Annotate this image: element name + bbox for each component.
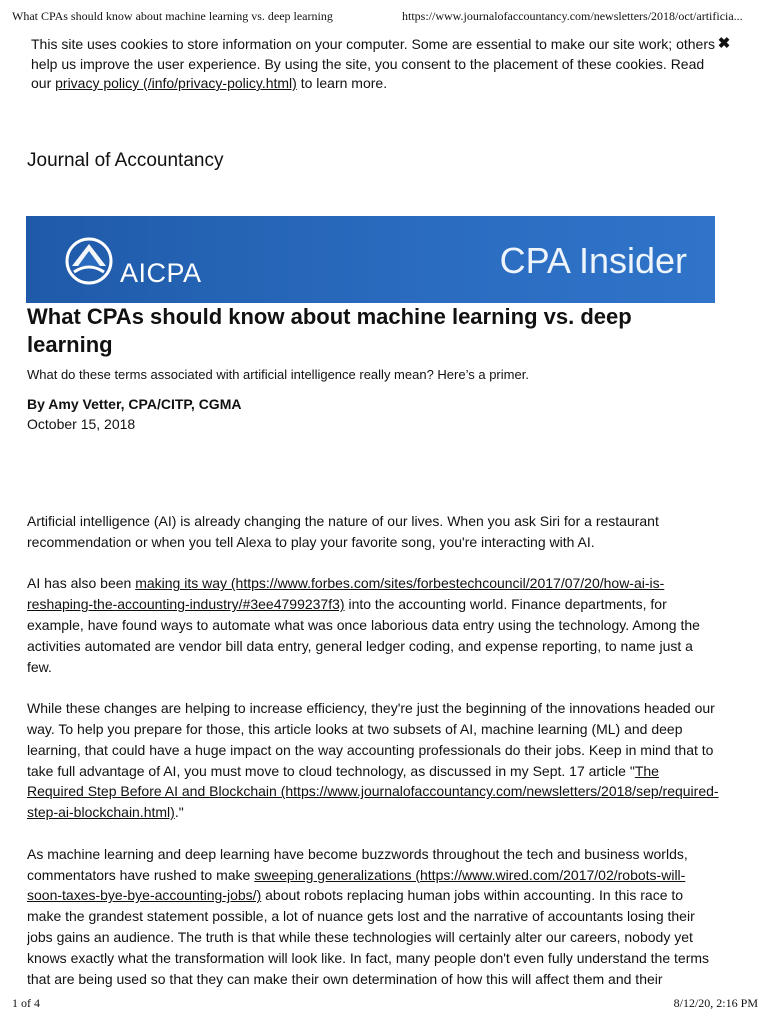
paragraph-3 — [27, 698, 719, 823]
cookie-text: This site uses cookies to store information on your computer. Some are essential to make our site work; others help us improve the user experience. By using the site, you consent to the placement of these cookies. Read our — [31, 36, 715, 91]
print-footer — [12, 996, 758, 1012]
paragraph-4 — [27, 844, 719, 987]
site-brand[interactable]: Journal of Accountancy — [27, 150, 224, 171]
print-header-url: https://www.journalofaccountancy.com/newsletters/2018/oct/artificia... — [402, 9, 743, 23]
article-subtitle: What do these terms associated with artificial intelligence really mean? Here’s a primer. — [27, 367, 529, 382]
article-body — [27, 511, 719, 987]
print-header-title: What CPAs should know about machine learning vs. deep learning — [12, 9, 333, 23]
article-date: October 15, 2018 — [27, 416, 136, 432]
article-title: What CPAs should know about machine learning vs. deep learning — [27, 304, 632, 357]
p3-text-b: ." — [174, 804, 184, 821]
aicpa-globe-icon — [64, 236, 114, 286]
required-step-article-link[interactable]: The Required Step Before AI and Blockchain (https://www.journalofaccountancy.com/newsletters/2018/sep/required-step-ai-blockchain.html) — [27, 762, 719, 821]
aicpa-logo-text: AICPA — [120, 258, 202, 288]
cpa-insider-title: CPA Insider — [499, 240, 687, 281]
page-number: 1 of 4 — [12, 996, 40, 1010]
cookie-text-end: to learn more. — [296, 75, 388, 91]
forbes-link[interactable]: making its way (https://www.forbes.com/sites/forbestechcouncil/2017/07/20/how-ai-is-reshaping-the-accounting-industry/#3ee4799237f3) — [27, 575, 665, 613]
cpa-insider-banner — [26, 216, 715, 303]
print-timestamp: 8/12/20, 2:16 PM — [673, 996, 758, 1010]
p2-text-b: into the accounting world. Finance departments, for example, have found ways to automate what was once laborious data entry using the technology. Among the activities automated are vendor bill data entry, general ledger coding, and expense reporting, to name just a few. — [27, 596, 700, 675]
wired-link[interactable]: sweeping generalizations (https://www.wired.com/2017/02/robots-will-soon-taxes-bye-bye-accounting-jobs/) — [27, 866, 686, 904]
paragraph-1: Artificial intelligence (AI) is already changing the nature of our lives. When you ask Siri for a restaurant recommendation or when you tell Alexa to play your favorite song, you're interacting with AI. — [27, 513, 659, 550]
cookie-notice — [31, 35, 731, 94]
p4-text-b: about robots replacing human jobs within accounting. In this race to make the grandest statement possible, a lot of nuance gets lost and the narrative of accountants losing their jobs gains an audience. The truth is that while these technologies will certainly alter our careers, nobody yet knows exactly what the transformation will look like. In fact, many people don't even fully understand the terms that are being used so that they can make their own determination of how this will affect them and their — [27, 887, 710, 987]
paragraph-2 — [27, 573, 719, 677]
privacy-policy-link[interactable]: privacy policy (/info/privacy-policy.html) — [55, 75, 297, 91]
p4-text-a: As machine learning and deep learning have become buzzwords throughout the tech and business worlds, commentators have rushed to make — [27, 845, 688, 883]
close-icon[interactable]: ✖ — [717, 35, 731, 52]
p3-text-a: While these changes are helping to increase efficiency, they're just the beginning of the innovations headed our way. To help you prepare for those, this article looks at two subsets of AI, machine learning (ML) and deep learning, that could have a huge impact on the way accounting professionals do their jobs. Keep in mind that to take full advantage of AI, you must move to cloud technology, as discussed in my Sept. 17 article " — [27, 700, 715, 779]
p2-text-a: AI has also been — [27, 575, 136, 592]
print-header — [12, 9, 758, 25]
article-byline: By Amy Vetter, CPA/CITP, CGMA — [27, 396, 242, 412]
